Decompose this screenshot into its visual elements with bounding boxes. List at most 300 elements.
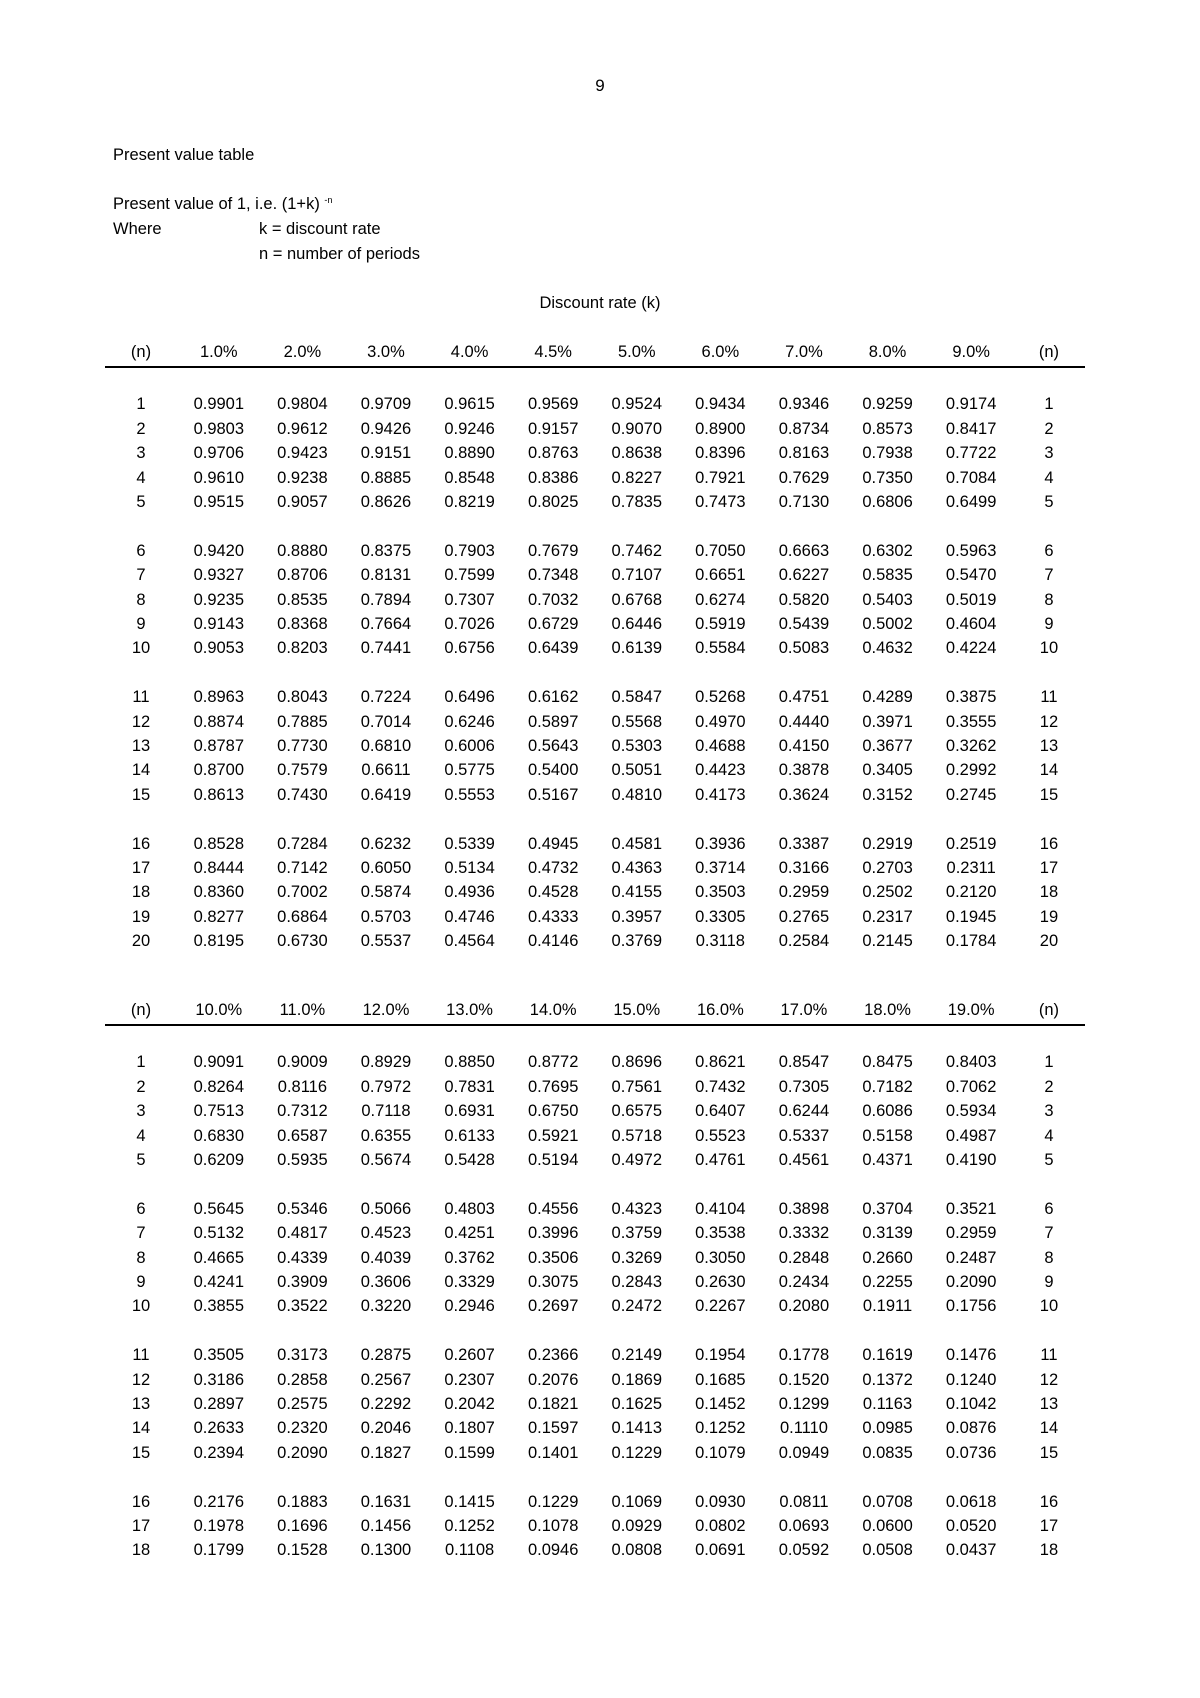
value-cell: 0.7462 [611,541,662,560]
period-cell: 7 [136,1224,146,1243]
value-cell: 0.3606 [360,1273,412,1292]
table-row [105,880,1085,904]
where-label: Where [113,220,162,238]
value-cell: 0.2366 [527,1346,579,1365]
value-cell: 0.3075 [527,1273,579,1292]
value-cell: 0.3521 [945,1199,997,1218]
period-cell: 3 [136,444,146,463]
value-cell: 0.4817 [277,1224,328,1243]
value-cell: 0.5645 [193,1199,245,1218]
value-cell: 0.8874 [193,712,245,731]
value-cell: 0.6499 [945,493,997,512]
value-cell: 0.5400 [527,761,579,780]
value-cell: 0.6756 [444,639,495,658]
value-cell: 0.1827 [360,1443,412,1462]
value-cell: 0.5134 [444,859,495,878]
value-cell: 0.4751 [778,688,830,707]
value-cell: 0.5428 [444,1151,495,1170]
value-cell: 0.1520 [778,1370,830,1389]
value-cell: 0.4173 [695,785,746,804]
value-cell: 0.5002 [862,615,913,634]
value-cell: 0.3186 [193,1370,245,1389]
value-cell: 0.1078 [527,1517,579,1536]
period-cell: 17 [131,1517,151,1536]
period-cell: 18 [1039,1541,1059,1560]
value-cell: 0.3387 [778,834,830,853]
row-spacer [105,514,1085,538]
rate-header: 2.0% [261,338,345,367]
value-cell: 0.5083 [778,639,830,658]
value-cell: 0.0736 [945,1443,997,1462]
value-cell: 0.5897 [527,712,579,731]
table-row [105,466,1085,490]
value-cell: 0.5194 [527,1151,579,1170]
period-cell: 18 [1039,883,1059,902]
value-cell: 0.2176 [193,1492,245,1511]
value-cell: 0.0691 [695,1541,746,1560]
value-cell: 0.5167 [527,785,579,804]
rate-header: 3.0% [344,338,428,367]
rate-header: 13.0% [428,996,512,1025]
definition-n: n = number of periods [259,245,420,263]
value-cell: 0.8772 [527,1053,579,1072]
spacer-cell [105,1025,1085,1050]
value-cell: 0.0929 [611,1517,662,1536]
value-cell: 0.6246 [444,712,495,731]
value-cell: 0.7062 [945,1077,997,1096]
value-cell: 0.8396 [695,444,746,463]
value-cell: 0.2848 [778,1248,830,1267]
value-cell: 0.4688 [695,737,746,756]
value-cell: 0.4665 [193,1248,245,1267]
rate-header: 1.0% [177,338,261,367]
value-cell: 0.5158 [862,1126,913,1145]
value-cell: 0.1240 [945,1370,997,1389]
rate-header: 12.0% [344,996,428,1025]
value-cell: 0.6931 [444,1102,495,1121]
value-cell: 0.1945 [945,907,997,926]
period-cell: 8 [136,1248,146,1267]
period-cell: 7 [1044,566,1054,585]
value-cell: 0.8900 [695,419,746,438]
value-cell: 0.1978 [193,1517,245,1536]
table-row [105,1343,1085,1367]
value-cell: 0.6162 [527,688,579,707]
period-cell: 5 [136,1151,146,1170]
value-cell: 0.2919 [862,834,913,853]
value-cell: 0.9091 [193,1053,245,1072]
value-cell: 0.2703 [862,859,913,878]
value-cell: 0.4604 [945,615,997,634]
value-cell: 0.8375 [360,541,412,560]
period-cell: 16 [131,834,151,853]
value-cell: 0.7084 [945,468,997,487]
period-cell: 8 [136,590,146,609]
value-cell: 0.5934 [945,1102,997,1121]
table-row [105,1075,1085,1099]
value-cell: 0.3329 [444,1273,495,1292]
value-cell: 0.2434 [778,1273,830,1292]
rate-header: 18.0% [846,996,930,1025]
value-cell: 0.5019 [945,590,997,609]
value-cell: 0.8043 [277,688,328,707]
value-cell: 0.9327 [193,566,245,585]
value-cell: 0.2992 [945,761,997,780]
value-cell: 0.8963 [193,688,245,707]
page-number: 9 [595,76,605,95]
value-cell: 0.4039 [360,1248,412,1267]
value-cell: 0.2042 [444,1395,495,1414]
value-cell: 0.1042 [945,1395,997,1414]
table-row [105,856,1085,880]
value-cell: 0.1883 [277,1492,328,1511]
period-cell: 16 [131,1492,151,1511]
value-cell: 0.3875 [945,688,997,707]
value-cell: 0.3269 [611,1248,662,1267]
value-cell: 0.6651 [695,566,746,585]
value-cell: 0.9053 [193,639,245,658]
row-spacer [105,1172,1085,1196]
value-cell: 0.2120 [945,883,997,902]
value-cell: 0.8535 [277,590,328,609]
value-cell: 0.4803 [444,1199,495,1218]
value-cell: 0.4333 [527,907,579,926]
value-cell: 0.9259 [862,395,913,414]
period-cell: 16 [1039,834,1059,853]
value-cell: 0.0600 [862,1517,913,1536]
spacer-cell [105,367,1085,392]
value-cell: 0.6810 [360,737,412,756]
period-cell: 13 [1039,1395,1059,1414]
period-cell: 2 [1044,1077,1054,1096]
value-cell: 0.8417 [945,419,997,438]
value-cell: 0.2875 [360,1346,412,1365]
value-cell: 0.2567 [360,1370,412,1389]
table-row [105,490,1085,514]
value-cell: 0.8360 [193,883,245,902]
value-cell: 0.0437 [945,1541,997,1560]
value-cell: 0.1954 [695,1346,746,1365]
value-cell: 0.4371 [862,1151,913,1170]
value-cell: 0.1300 [360,1541,412,1560]
value-cell: 0.4323 [611,1199,662,1218]
value-cell: 0.1413 [611,1419,662,1438]
value-cell: 0.0508 [862,1541,913,1560]
value-cell: 0.5568 [611,712,662,731]
value-cell: 0.2519 [945,834,997,853]
value-cell: 0.5921 [527,1126,579,1145]
value-cell: 0.3714 [695,859,746,878]
period-cell: 10 [131,639,151,658]
value-cell: 0.2897 [193,1395,245,1414]
value-cell: 0.5439 [778,615,830,634]
value-cell: 0.2946 [444,1297,495,1316]
table-row [105,441,1085,465]
value-cell: 0.1079 [695,1443,746,1462]
value-cell: 0.9515 [193,493,245,512]
value-cell: 0.0592 [778,1541,830,1560]
row-spacer [105,1025,1085,1050]
value-cell: 0.5643 [527,737,579,756]
period-cell: 13 [1039,737,1059,756]
value-cell: 0.6830 [193,1126,245,1145]
rate-header: 11.0% [261,996,345,1025]
value-cell: 0.7350 [862,468,913,487]
value-cell: 0.2630 [695,1273,746,1292]
period-cell: 13 [131,737,151,756]
value-cell: 0.5303 [611,737,662,756]
table-row [105,1221,1085,1245]
value-cell: 0.4251 [444,1224,495,1243]
value-cell: 0.9246 [444,419,495,438]
rate-header: 10.0% [177,996,261,1025]
value-cell: 0.0520 [945,1517,997,1536]
value-cell: 0.5963 [945,541,997,560]
value-cell: 0.9174 [945,395,997,414]
period-cell: 19 [131,907,151,926]
value-cell: 0.1229 [527,1492,579,1511]
value-cell: 0.3769 [611,932,662,951]
value-cell: 0.8131 [360,566,412,585]
value-cell: 0.1597 [527,1419,579,1438]
value-cell: 0.0835 [862,1443,913,1462]
value-cell: 0.4810 [611,785,662,804]
value-cell: 0.0930 [695,1492,746,1511]
period-cell: 2 [136,1077,146,1096]
discount-rate-caption: Discount rate (k) [539,294,661,312]
value-cell: 0.8528 [193,834,245,853]
row-spacer [105,1319,1085,1343]
present-value-table-1 [105,338,1085,954]
period-cell: 19 [1039,907,1059,926]
value-cell: 0.7032 [527,590,579,609]
value-cell: 0.2697 [527,1297,579,1316]
value-cell: 0.3971 [862,712,913,731]
value-cell: 0.7305 [778,1077,830,1096]
value-cell: 0.2959 [778,883,830,902]
row-spacer [105,1465,1085,1489]
period-cell: 17 [131,859,151,878]
period-cell: 10 [131,1297,151,1316]
value-cell: 0.8734 [778,419,830,438]
value-cell: 0.8163 [778,444,830,463]
value-cell: 0.1625 [611,1395,662,1414]
value-cell: 0.7513 [193,1102,245,1121]
value-cell: 0.5553 [444,785,495,804]
value-cell: 0.6133 [444,1126,495,1145]
value-cell: 0.4339 [277,1248,328,1267]
value-cell: 0.1252 [444,1517,495,1536]
value-cell: 0.3677 [862,737,913,756]
value-cell: 0.9057 [277,493,328,512]
value-cell: 0.8706 [277,566,328,585]
value-cell: 0.2858 [277,1370,328,1389]
value-cell: 0.4564 [444,932,495,951]
value-cell: 0.3262 [945,737,997,756]
period-cell: 9 [136,615,146,634]
table-row [105,1392,1085,1416]
value-cell: 0.7885 [277,712,328,731]
value-cell: 0.9157 [527,419,579,438]
value-cell: 0.8547 [778,1053,830,1072]
period-cell: 18 [131,883,151,902]
value-cell: 0.4970 [695,712,746,731]
value-cell: 0.3957 [611,907,662,926]
value-cell: 0.8613 [193,785,245,804]
value-cell: 0.5523 [695,1126,746,1145]
table-row [105,1490,1085,1514]
table-row [105,1294,1085,1318]
value-cell: 0.7107 [611,566,662,585]
period-cell: 15 [1039,1443,1059,1462]
value-cell: 0.6232 [360,834,412,853]
table-row [105,710,1085,734]
value-cell: 0.8219 [444,493,495,512]
value-cell: 0.9709 [360,395,412,414]
value-cell: 0.8277 [193,907,245,926]
formula-text: Present value of 1, i.e. (1+k) [113,195,320,213]
value-cell: 0.4104 [695,1199,746,1218]
table-row [105,563,1085,587]
value-cell: 0.2255 [862,1273,913,1292]
period-cell: 6 [136,541,146,560]
value-cell: 0.6086 [862,1102,913,1121]
period-cell: 15 [131,1443,151,1462]
table-row [105,588,1085,612]
value-cell: 0.1401 [527,1443,579,1462]
value-cell: 0.4945 [527,834,579,853]
period-cell: 5 [1044,1151,1054,1170]
spacer-cell [105,1465,1085,1489]
value-cell: 0.5847 [611,688,662,707]
value-cell: 0.0811 [779,1492,829,1511]
period-cell: 14 [131,761,151,780]
period-cell: 15 [131,785,151,804]
rate-header: 19.0% [929,996,1013,1025]
value-cell: 0.9346 [778,395,830,414]
value-cell: 0.7224 [360,688,412,707]
value-cell: 0.8548 [444,468,495,487]
period-cell: 3 [1044,1102,1054,1121]
value-cell: 0.1807 [444,1419,495,1438]
value-cell: 0.6050 [360,859,412,878]
value-cell: 0.2090 [277,1443,328,1462]
table-header-row [105,996,1085,1025]
value-cell: 0.6806 [862,493,913,512]
value-cell: 0.6302 [862,541,913,560]
definition-k: k = discount rate [259,220,381,238]
value-cell: 0.5403 [862,590,913,609]
value-cell: 0.8116 [277,1077,328,1096]
period-cell: 10 [1039,1297,1059,1316]
value-cell: 0.4150 [778,737,830,756]
period-cell: 12 [1039,712,1059,731]
value-cell: 0.6587 [277,1126,328,1145]
period-cell: 3 [136,1102,146,1121]
value-cell: 0.0693 [778,1517,830,1536]
value-cell: 0.9434 [695,395,746,414]
value-cell: 0.4155 [611,883,662,902]
value-cell: 0.4440 [778,712,830,731]
rate-header: 6.0% [679,338,763,367]
value-cell: 0.2267 [695,1297,746,1316]
value-cell: 0.8368 [277,615,328,634]
value-cell: 0.8227 [611,468,662,487]
value-cell: 0.2959 [945,1224,997,1243]
period-cell: 17 [1039,859,1059,878]
value-cell: 0.2311 [946,859,996,878]
value-cell: 0.1229 [611,1443,662,1462]
value-cell: 0.2502 [862,883,913,902]
value-cell: 0.6768 [611,590,662,609]
value-cell: 0.3505 [193,1346,245,1365]
value-cell: 0.6864 [277,907,328,926]
table-row [105,1050,1085,1074]
value-cell: 0.7142 [277,859,328,878]
value-cell: 0.6407 [695,1102,746,1121]
value-cell: 0.3762 [444,1248,495,1267]
period-cell: 6 [136,1199,146,1218]
value-cell: 0.8880 [277,541,328,560]
value-cell: 0.1778 [778,1346,830,1365]
period-cell: 11 [132,688,150,707]
period-cell: 1 [1044,1053,1054,1072]
value-cell: 0.2584 [778,932,830,951]
period-cell: 5 [1044,493,1054,512]
period-cell: 11 [1040,1346,1058,1365]
value-cell: 0.8638 [611,444,662,463]
value-cell: 0.8696 [611,1053,662,1072]
value-cell: 0.3220 [360,1297,412,1316]
period-cell: 9 [136,1273,146,1292]
value-cell: 0.7835 [611,493,662,512]
table-row [105,612,1085,636]
value-cell: 0.2660 [862,1248,913,1267]
value-cell: 0.2080 [778,1297,830,1316]
value-cell: 0.3506 [527,1248,579,1267]
value-cell: 0.7348 [527,566,579,585]
value-cell: 0.5470 [945,566,997,585]
value-cell: 0.2320 [277,1419,328,1438]
value-cell: 0.3503 [695,883,746,902]
value-cell: 0.1784 [945,932,997,951]
value-cell: 0.5339 [444,834,495,853]
period-cell: 11 [1040,688,1058,707]
value-cell: 0.8386 [527,468,579,487]
value-cell: 0.9423 [277,444,328,463]
value-cell: 0.8573 [862,419,913,438]
period-cell: 2 [1044,419,1054,438]
value-cell: 0.4632 [862,639,913,658]
value-cell: 0.2487 [945,1248,997,1267]
value-cell: 0.0802 [695,1517,746,1536]
value-cell: 0.6209 [193,1151,245,1170]
table-row [105,1416,1085,1440]
period-cell: 7 [1044,1224,1054,1243]
value-cell: 0.9610 [193,468,245,487]
value-cell: 0.6446 [611,615,662,634]
value-cell: 0.7972 [360,1077,412,1096]
value-cell: 0.6006 [444,737,495,756]
period-cell: 3 [1044,444,1054,463]
value-cell: 0.2633 [193,1419,245,1438]
value-cell: 0.6139 [611,639,662,658]
value-cell: 0.4224 [945,639,997,658]
value-cell: 0.4936 [444,883,495,902]
value-cell: 0.9420 [193,541,245,560]
value-cell: 0.5346 [277,1199,328,1218]
value-cell: 0.3173 [277,1346,328,1365]
